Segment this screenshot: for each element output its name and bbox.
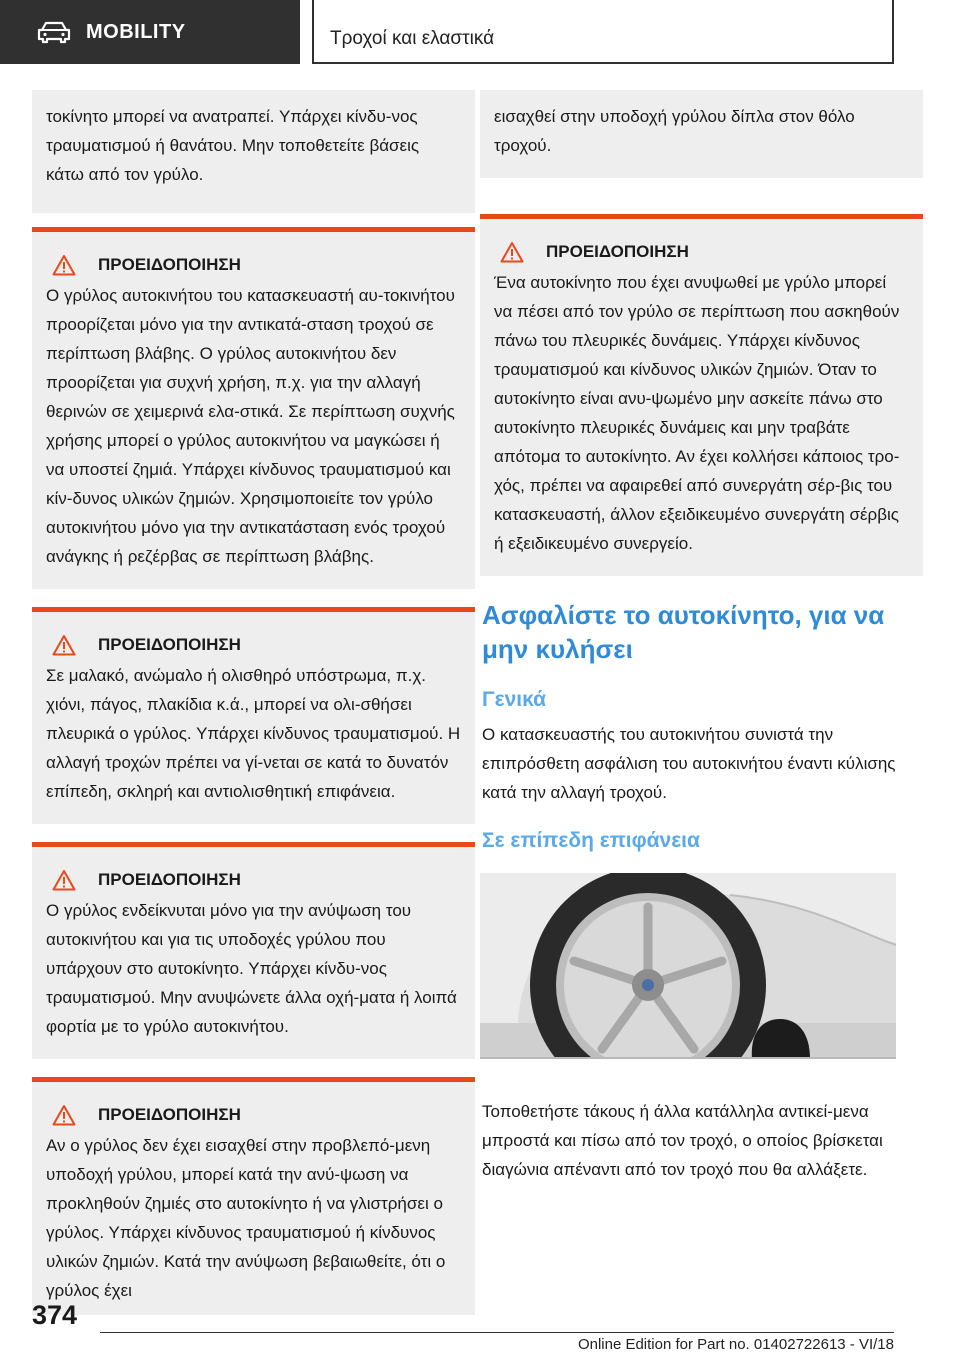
warning-text: Ο γρύλος αυτοκινήτου του κατασκευαστή αυ-τοκινήτου προορίζεται μόνο για την αντικατά-σταση τροχού σε περίπτωση βλάβης. Ο γρύλος αυτοκινήτου δεν προορίζεται για συχνή χρήση, π.χ. για την αλλαγή θερινών σε χειμερινά ελα-στικά. Σε περίπτωση συχνής χρήσης μπορεί ο γρύλος αυτοκινήτου να μαγκώσει ή να υποστεί ζημιά. Υπάρχει κίνδυνος τραυματισμού και κίν-δυνος υλικών ζημιών. Χρησιμοποιείτε τον γρύλο αυτοκινήτου μόνο για την αντικατάσταση ενός τροχού ανάγκης ή ρεζέρβας σε περίπτωση βλάβης.	[46, 286, 455, 566]
warning-box-4	[32, 1077, 475, 1315]
warning-title: ΠΡΟΕΙΔΟΠΟΙΗΣΗ	[98, 635, 241, 654]
warning-rule	[32, 227, 475, 232]
warning-triangle-icon	[500, 241, 524, 263]
left-column	[32, 90, 475, 1315]
warning-triangle-icon	[52, 869, 76, 891]
photo-caption: Τοποθετήστε τάκους ή άλλα κατάλληλα αντικεί-μενα μπροστά και πίσω από τον τροχό, ο οποίος βρίσκεται διαγώνια απέναντι από τον τροχό που θα αλλάξετε.	[482, 1102, 883, 1179]
warning-title: ΠΡΟΕΙΔΟΠΟΙΗΣΗ	[98, 870, 241, 889]
warning-rule	[480, 214, 923, 219]
warning-rule	[32, 1077, 475, 1082]
right-column	[480, 90, 923, 1184]
warning-continuation-text: εισαχθεί στην υποδοχή γρύλου δίπλα στον θόλο τροχού.	[494, 107, 855, 155]
edition-note: Online Edition for Part no. 01402722613 - VI/18	[577, 1336, 894, 1353]
warning-heading	[46, 250, 461, 279]
warning-title: ΠΡΟΕΙΔΟΠΟΙΗΣΗ	[98, 1105, 241, 1124]
warning-box-2	[32, 607, 475, 824]
chapter-title: Τροχοί και ελαστικά	[330, 28, 495, 49]
warning-continuation-text: τοκίνητο μπορεί να ανατραπεί. Υπάρχει κίνδυ-νος τραυματισμού ή θανάτου. Μην τοποθετείτε βάσεις κάτω από τον γρύλο.	[46, 107, 420, 184]
warning-box-5	[480, 214, 923, 576]
warning-triangle-icon	[52, 254, 76, 276]
warning-continuation-box	[32, 90, 475, 213]
warning-continuation-box	[480, 90, 923, 178]
chapter-header	[312, 0, 894, 64]
footer-rule	[100, 1332, 894, 1333]
warning-text: Ένα αυτοκίνητο που έχει ανυψωθεί με γρύλο μπορεί να πέσει από τον γρύλο σε περίπτωση που ασκηθούν πάνω του πλευρικές δυνάμεις. Υπάρχει κίνδυνος τραυματισμού και κίνδυνος υλικών ζημιών. Όταν το αυτοκίνητο είναι ανυ-ψωμένο μην ασκείτε πάνω στο αυτοκίνητο πλευρικές δυνάμεις και μην τραβάτε απότομα το αυτοκίνητο. Αν έχει κολλήσει κάποιος τρο-χός, πρέπει να αφαιρεθεί από συνεργάτη σέρ-βις του κατασκευαστή, άλλον εξειδικευμένο συνεργάτη σέρβις ή εξειδικευμένο συνεργείο.	[494, 273, 900, 553]
warning-text: Αν ο γρύλος δεν έχει εισαχθεί στην προβλεπό-μενη υποδοχή γρύλου, μπορεί κατά την ανύ-ψωση να προκληθούν ζημιές στο αυτοκίνητο ή να γλιστρήσει ο γρύλος. Υπάρχει κίνδυνος τραυματισμού ή κίνδυνος υλικών ζημιών. Κατά την ανύψωση βεβαιωθείτε, ότι ο γρύλος έχει	[46, 1136, 446, 1300]
warning-triangle-icon	[52, 1104, 76, 1126]
warning-heading	[46, 630, 461, 659]
section-tab	[0, 0, 300, 64]
general-text: Ο κατασκευαστής του αυτοκινήτου συνιστά την επιπρόσθετη ασφάλιση του αυτοκινήτου έναντι κύλισης κατά την αλλαγή τροχού.	[482, 725, 896, 802]
warning-rule	[32, 607, 475, 612]
warning-box-3	[32, 842, 475, 1059]
subsection-heading-general: Γενικά	[482, 688, 547, 711]
warning-rule	[32, 842, 475, 847]
wheel-chock-photo	[480, 873, 896, 1059]
warning-heading	[494, 237, 909, 266]
section-heading: Ασφαλίστε το αυτοκίνητο, για να μην κυλήσει	[482, 600, 885, 664]
warning-box-1	[32, 227, 475, 589]
warning-triangle-icon	[52, 634, 76, 656]
page-number: 374	[32, 1300, 78, 1330]
warning-text: Ο γρύλος ενδείκνυται μόνο για την ανύψωση του αυτοκινήτου και για τις υποδοχές γρύλου που υπάρχουν στο αυτοκίνητο. Υπάρχει κίνδυ-νος τραυματισμού. Μην ανυψώνετε άλλα οχή-ματα ή λοιπά φορτία με το γρύλο αυτοκινήτου.	[46, 901, 457, 1036]
warning-heading	[46, 1100, 461, 1129]
warning-heading	[46, 865, 461, 894]
wheel-with-chock-illustration	[480, 873, 896, 1059]
warning-title: ΠΡΟΕΙΔΟΠΟΙΗΣΗ	[546, 242, 689, 261]
subsection-heading-level-surface: Σε επίπεδη επιφάνεια	[482, 829, 700, 852]
warning-text: Σε μαλακό, ανώμαλο ή ολισθηρό υπόστρωμα, π.χ. χιόνι, πάγος, πλακίδια κ.ά., μπορεί να ολι-σθήσει πλευρικά ο γρύλος. Υπάρχει κίνδυνος τραυματισμού. Η αλλαγή τροχών πρέπει να γί-νεται σε κατά το δυνατόν επίπεδη, σκληρή και αντιολισθητική επιφάνεια.	[46, 666, 461, 801]
warning-title: ΠΡΟΕΙΔΟΠΟΙΗΣΗ	[98, 255, 241, 274]
section-label: MOBILITY	[86, 20, 186, 43]
car-icon	[36, 20, 72, 44]
